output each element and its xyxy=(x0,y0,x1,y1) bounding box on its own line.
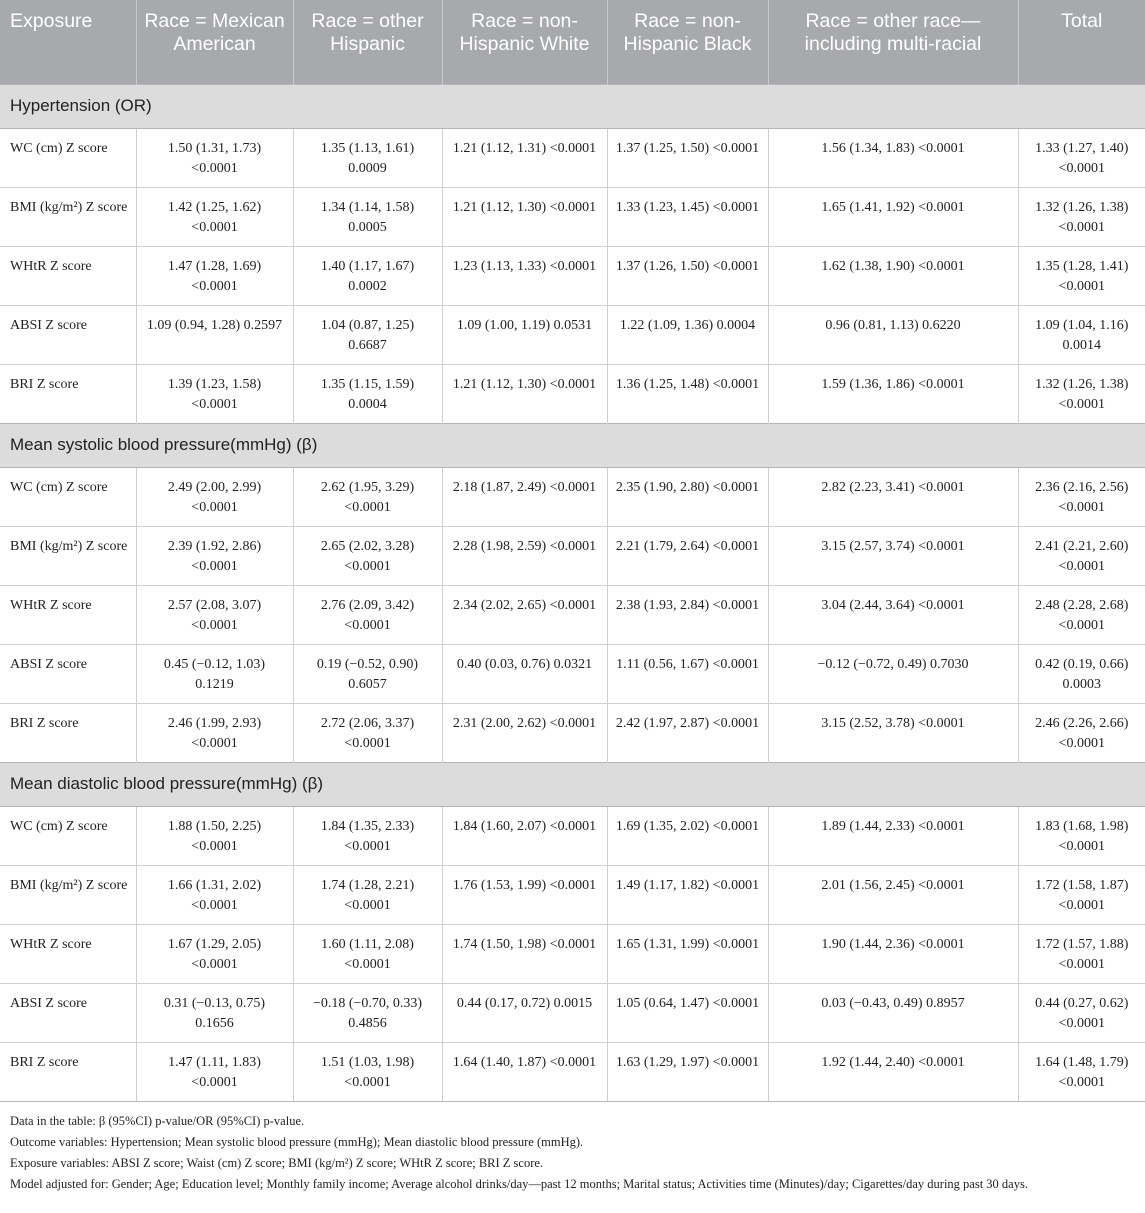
value-cell: 2.82 (2.23, 3.41) <0.0001 xyxy=(768,467,1018,526)
value-cell: 0.31 (−0.13, 0.75) 0.1656 xyxy=(136,983,293,1042)
value-cell: 1.21 (1.12, 1.30) <0.0001 xyxy=(442,187,607,246)
value-cell: 2.62 (1.95, 3.29) <0.0001 xyxy=(293,467,442,526)
table-row xyxy=(0,924,1145,983)
table-row xyxy=(0,644,1145,703)
value-cell: 1.35 (1.13, 1.61) 0.0009 xyxy=(293,128,442,187)
table-row xyxy=(0,128,1145,187)
value-cell: 1.62 (1.38, 1.90) <0.0001 xyxy=(768,246,1018,305)
value-cell: 2.41 (2.21, 2.60) <0.0001 xyxy=(1018,526,1145,585)
value-cell: 2.76 (2.09, 3.42) <0.0001 xyxy=(293,585,442,644)
section-header-row xyxy=(0,423,1145,467)
value-cell: 1.69 (1.35, 2.02) <0.0001 xyxy=(607,806,768,865)
exposure-cell: ABSI Z score xyxy=(0,983,136,1042)
value-cell: 1.67 (1.29, 2.05) <0.0001 xyxy=(136,924,293,983)
value-cell: 1.32 (1.26, 1.38) <0.0001 xyxy=(1018,364,1145,423)
value-cell: 1.09 (1.04, 1.16) 0.0014 xyxy=(1018,305,1145,364)
exposure-cell: BRI Z score xyxy=(0,364,136,423)
value-cell: 1.49 (1.17, 1.82) <0.0001 xyxy=(607,865,768,924)
exposure-cell: WC (cm) Z score xyxy=(0,128,136,187)
value-cell: 0.40 (0.03, 0.76) 0.0321 xyxy=(442,644,607,703)
table-row xyxy=(0,806,1145,865)
table-row xyxy=(0,585,1145,644)
table-row xyxy=(0,865,1145,924)
value-cell: 1.47 (1.28, 1.69) <0.0001 xyxy=(136,246,293,305)
table-row xyxy=(0,364,1145,423)
table-row xyxy=(0,467,1145,526)
value-cell: 2.28 (1.98, 2.59) <0.0001 xyxy=(442,526,607,585)
value-cell: 1.84 (1.60, 2.07) <0.0001 xyxy=(442,806,607,865)
table-row xyxy=(0,983,1145,1042)
footnote: Exposure variables: ABSI Z score; Waist (cm) Z score; BMI (kg/m²) Z score; WHtR Z score; BRI Z score. xyxy=(10,1156,544,1170)
value-cell: 1.65 (1.41, 1.92) <0.0001 xyxy=(768,187,1018,246)
col-header-exposure: Exposure xyxy=(0,0,136,84)
value-cell: 1.90 (1.44, 2.36) <0.0001 xyxy=(768,924,1018,983)
value-cell: 2.42 (1.97, 2.87) <0.0001 xyxy=(607,703,768,762)
value-cell: 1.04 (0.87, 1.25) 0.6687 xyxy=(293,305,442,364)
value-cell: 1.34 (1.14, 1.58) 0.0005 xyxy=(293,187,442,246)
exposure-cell: BRI Z score xyxy=(0,1042,136,1101)
value-cell: 1.83 (1.68, 1.98) <0.0001 xyxy=(1018,806,1145,865)
footnote: Model adjusted for: Gender; Age; Education level; Monthly family income; Average alcohol drinks/day—past 12 months; Marital status; Activities time (Minutes)/day; Cigarettes/day during past 30 days. xyxy=(10,1177,1028,1191)
value-cell: 1.84 (1.35, 2.33) <0.0001 xyxy=(293,806,442,865)
table-footnotes xyxy=(0,1101,1145,1193)
value-cell: 1.22 (1.09, 1.36) 0.0004 xyxy=(607,305,768,364)
value-cell: 2.31 (2.00, 2.62) <0.0001 xyxy=(442,703,607,762)
value-cell: 1.64 (1.48, 1.79) <0.0001 xyxy=(1018,1042,1145,1101)
value-cell: 1.59 (1.36, 1.86) <0.0001 xyxy=(768,364,1018,423)
value-cell: 0.42 (0.19, 0.66) 0.0003 xyxy=(1018,644,1145,703)
header-row xyxy=(0,0,1145,84)
value-cell: 1.89 (1.44, 2.33) <0.0001 xyxy=(768,806,1018,865)
exposure-cell: WHtR Z score xyxy=(0,924,136,983)
value-cell: 1.33 (1.27, 1.40) <0.0001 xyxy=(1018,128,1145,187)
value-cell: 2.48 (2.28, 2.68) <0.0001 xyxy=(1018,585,1145,644)
value-cell: 1.92 (1.44, 2.40) <0.0001 xyxy=(768,1042,1018,1101)
value-cell: −0.18 (−0.70, 0.33) 0.4856 xyxy=(293,983,442,1042)
value-cell: 1.40 (1.17, 1.67) 0.0002 xyxy=(293,246,442,305)
value-cell: 2.72 (2.06, 3.37) <0.0001 xyxy=(293,703,442,762)
exposure-cell: ABSI Z score xyxy=(0,644,136,703)
table-row xyxy=(0,703,1145,762)
value-cell: 1.60 (1.11, 2.08) <0.0001 xyxy=(293,924,442,983)
value-cell: 2.46 (1.99, 2.93) <0.0001 xyxy=(136,703,293,762)
value-cell: 0.44 (0.27, 0.62) <0.0001 xyxy=(1018,983,1145,1042)
value-cell: −0.12 (−0.72, 0.49) 0.7030 xyxy=(768,644,1018,703)
value-cell: 2.57 (2.08, 3.07) <0.0001 xyxy=(136,585,293,644)
footnote: Data in the table: β (95%CI) p-value/OR (95%CI) p-value. xyxy=(10,1114,305,1128)
value-cell: 2.35 (1.90, 2.80) <0.0001 xyxy=(607,467,768,526)
value-cell: 0.03 (−0.43, 0.49) 0.8957 xyxy=(768,983,1018,1042)
exposure-cell: BMI (kg/m²) Z score xyxy=(0,526,136,585)
value-cell: 0.44 (0.17, 0.72) 0.0015 xyxy=(442,983,607,1042)
value-cell: 2.65 (2.02, 3.28) <0.0001 xyxy=(293,526,442,585)
value-cell: 2.18 (1.87, 2.49) <0.0001 xyxy=(442,467,607,526)
value-cell: 2.36 (2.16, 2.56) <0.0001 xyxy=(1018,467,1145,526)
section-header-row xyxy=(0,84,1145,128)
value-cell: 0.96 (0.81, 1.13) 0.6220 xyxy=(768,305,1018,364)
value-cell: 3.15 (2.57, 3.74) <0.0001 xyxy=(768,526,1018,585)
exposure-cell: WC (cm) Z score xyxy=(0,467,136,526)
value-cell: 2.39 (1.92, 2.86) <0.0001 xyxy=(136,526,293,585)
value-cell: 1.09 (1.00, 1.19) 0.0531 xyxy=(442,305,607,364)
exposure-cell: BMI (kg/m²) Z score xyxy=(0,865,136,924)
section-title: Hypertension (OR) xyxy=(0,84,1145,128)
exposure-cell: WHtR Z score xyxy=(0,585,136,644)
table-row xyxy=(0,305,1145,364)
exposure-cell: BMI (kg/m²) Z score xyxy=(0,187,136,246)
table-row xyxy=(0,1042,1145,1101)
col-header-non-hispanic-white: Race = non-Hispanic White xyxy=(442,0,607,84)
value-cell: 1.76 (1.53, 1.99) <0.0001 xyxy=(442,865,607,924)
value-cell: 1.74 (1.28, 2.21) <0.0001 xyxy=(293,865,442,924)
col-header-other-race: Race = other race—including multi-racial xyxy=(768,0,1018,84)
value-cell: 2.34 (2.02, 2.65) <0.0001 xyxy=(442,585,607,644)
value-cell: 1.72 (1.57, 1.88) <0.0001 xyxy=(1018,924,1145,983)
exposure-cell: BRI Z score xyxy=(0,703,136,762)
footnote: Outcome variables: Hypertension; Mean systolic blood pressure (mmHg); Mean diastolic blood pressure (mmHg). xyxy=(10,1135,584,1149)
value-cell: 3.15 (2.52, 3.78) <0.0001 xyxy=(768,703,1018,762)
value-cell: 1.05 (0.64, 1.47) <0.0001 xyxy=(607,983,768,1042)
exposure-cell: WHtR Z score xyxy=(0,246,136,305)
value-cell: 1.50 (1.31, 1.73) <0.0001 xyxy=(136,128,293,187)
value-cell: 1.42 (1.25, 1.62) <0.0001 xyxy=(136,187,293,246)
value-cell: 1.39 (1.23, 1.58) <0.0001 xyxy=(136,364,293,423)
table-row xyxy=(0,187,1145,246)
table-row xyxy=(0,526,1145,585)
value-cell: 1.23 (1.13, 1.33) <0.0001 xyxy=(442,246,607,305)
value-cell: 1.66 (1.31, 2.02) <0.0001 xyxy=(136,865,293,924)
value-cell: 1.65 (1.31, 1.99) <0.0001 xyxy=(607,924,768,983)
value-cell: 0.45 (−0.12, 1.03) 0.1219 xyxy=(136,644,293,703)
value-cell: 1.88 (1.50, 2.25) <0.0001 xyxy=(136,806,293,865)
value-cell: 1.47 (1.11, 1.83) <0.0001 xyxy=(136,1042,293,1101)
value-cell: 1.37 (1.25, 1.50) <0.0001 xyxy=(607,128,768,187)
value-cell: 1.09 (0.94, 1.28) 0.2597 xyxy=(136,305,293,364)
value-cell: 2.49 (2.00, 2.99) <0.0001 xyxy=(136,467,293,526)
value-cell: 1.21 (1.12, 1.31) <0.0001 xyxy=(442,128,607,187)
value-cell: 1.37 (1.26, 1.50) <0.0001 xyxy=(607,246,768,305)
value-cell: 1.74 (1.50, 1.98) <0.0001 xyxy=(442,924,607,983)
value-cell: 3.04 (2.44, 3.64) <0.0001 xyxy=(768,585,1018,644)
value-cell: 1.72 (1.58, 1.87) <0.0001 xyxy=(1018,865,1145,924)
section-title: Mean systolic blood pressure(mmHg) (β) xyxy=(0,423,1145,467)
value-cell: 2.38 (1.93, 2.84) <0.0001 xyxy=(607,585,768,644)
value-cell: 1.32 (1.26, 1.38) <0.0001 xyxy=(1018,187,1145,246)
value-cell: 2.01 (1.56, 2.45) <0.0001 xyxy=(768,865,1018,924)
value-cell: 2.46 (2.26, 2.66) <0.0001 xyxy=(1018,703,1145,762)
table-row xyxy=(0,246,1145,305)
value-cell: 1.64 (1.40, 1.87) <0.0001 xyxy=(442,1042,607,1101)
col-header-non-hispanic-black: Race = non-Hispanic Black xyxy=(607,0,768,84)
value-cell: 1.51 (1.03, 1.98) <0.0001 xyxy=(293,1042,442,1101)
value-cell: 1.11 (0.56, 1.67) <0.0001 xyxy=(607,644,768,703)
section-header-row xyxy=(0,762,1145,806)
exposure-cell: ABSI Z score xyxy=(0,305,136,364)
section-title: Mean diastolic blood pressure(mmHg) (β) xyxy=(0,762,1145,806)
exposure-cell: WC (cm) Z score xyxy=(0,806,136,865)
value-cell: 1.36 (1.25, 1.48) <0.0001 xyxy=(607,364,768,423)
value-cell: 1.21 (1.12, 1.30) <0.0001 xyxy=(442,364,607,423)
value-cell: 0.19 (−0.52, 0.90) 0.6057 xyxy=(293,644,442,703)
value-cell: 2.21 (1.79, 2.64) <0.0001 xyxy=(607,526,768,585)
col-header-mexican-american: Race = Mexican American xyxy=(136,0,293,84)
value-cell: 1.35 (1.15, 1.59) 0.0004 xyxy=(293,364,442,423)
value-cell: 1.35 (1.28, 1.41) <0.0001 xyxy=(1018,246,1145,305)
col-header-other-hispanic: Race = other Hispanic xyxy=(293,0,442,84)
col-header-total: Total xyxy=(1018,0,1145,84)
value-cell: 1.56 (1.34, 1.83) <0.0001 xyxy=(768,128,1018,187)
value-cell: 1.33 (1.23, 1.45) <0.0001 xyxy=(607,187,768,246)
value-cell: 1.63 (1.29, 1.97) <0.0001 xyxy=(607,1042,768,1101)
